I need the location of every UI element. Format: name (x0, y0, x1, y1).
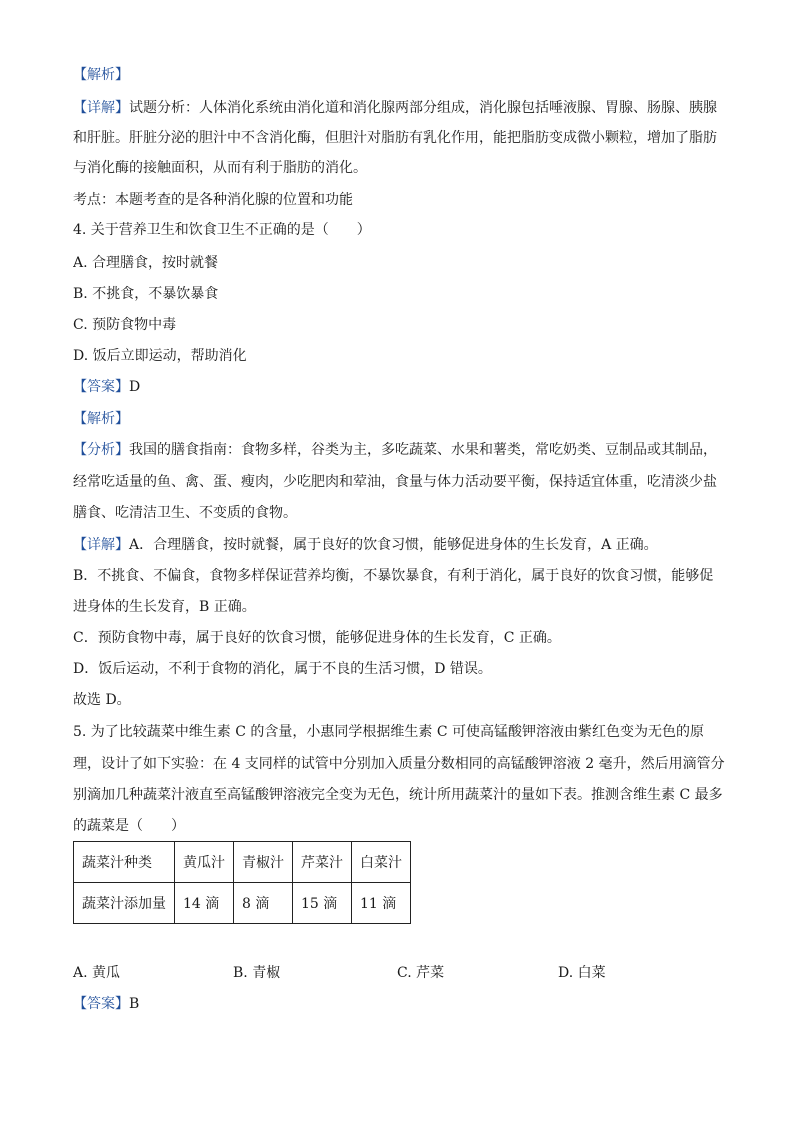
table-row (74, 883, 411, 924)
analysis-text-line: 膳食、吃清洁卫生、不变质的食物。 (73, 505, 297, 521)
table-cell: 黄瓜汁 (175, 842, 234, 883)
detail-text-line: 与消化酶的接触面积，从而有利于脂肪的消化。 (73, 160, 367, 176)
kaodian-text: 考点：本题考查的是各种消化腺的位置和功能 (73, 192, 353, 208)
analysis-paragraph (73, 440, 733, 460)
table-cell: 8 滴 (234, 883, 293, 924)
question-4-option-a: A. 合理膳食，按时就餐 (73, 255, 219, 271)
question-4-option-c: C. 预防食物中毒 (73, 317, 177, 333)
detail-label: 【详解】 (73, 100, 129, 116)
detail-text-line: D．饭后运动，不利于食物的消化，属于不良的生活习惯，D 错误。 (73, 661, 492, 677)
detail-text: A．合理膳食，按时就餐，属于良好的饮食习惯，能够促进身体的生长发育，A 正确。 (129, 537, 658, 553)
question-4-option-d: D. 饭后立即运动，帮助消化 (73, 348, 247, 364)
answer-line (73, 377, 733, 397)
detail-text-line: 进身体的生长发育，B 正确。 (73, 599, 256, 615)
analysis-label: 【分析】 (73, 442, 129, 458)
question-5-stem-line: 的蔬菜是（ ） (73, 818, 185, 834)
analysis-text-line: 经常吃适量的鱼、禽、蛋、瘦肉，少吃肥肉和荤油，食量与体力活动要平衡，保持适宜体重，吃清淡少盐 (73, 474, 717, 490)
detail-label: 【详解】 (73, 537, 129, 553)
table-cell: 芹菜汁 (293, 842, 352, 883)
table-cell: 蔬菜汁添加量 (74, 883, 175, 924)
table-cell: 蔬菜汁种类 (74, 842, 175, 883)
table-header-row (74, 842, 411, 883)
answer-line (73, 994, 733, 1014)
question-4-option-b: B. 不挑食，不暴饮暴食 (73, 286, 219, 302)
question-5-option-c: C. 芹菜 (397, 965, 445, 981)
table-cell: 11 滴 (352, 883, 411, 924)
jiexi-label: 【解析】 (73, 411, 129, 427)
question-4-stem: 4. 关于营养卫生和饮食卫生不正确的是（ ） (73, 222, 371, 238)
conclusion-text: 故选 D。 (73, 692, 131, 708)
detail-text: 试题分析：人体消化系统由消化道和消化腺两部分组成，消化腺包括唾液腺、胃腺、肠腺、胰腺 (129, 100, 717, 116)
answer-value: B (129, 996, 140, 1012)
detail-text-line: C．预防食物中毒，属于良好的饮食习惯，能够促进身体的生长发育，C 正确。 (73, 630, 561, 646)
question-5-stem-line: 理，设计了如下实验：在 4 支同样的试管中分别加入质量分数相同的高锰酸钾溶液 2 毫升，然后用滴管分 (73, 756, 725, 772)
answer-label: 【答案】 (73, 379, 129, 395)
question-5-stem: 5. 为了比较蔬菜中维生素 C 的含量，小惠同学根据维生素 C 可使高锰酸钾溶液由紫红色变为无色的原 (73, 724, 705, 740)
question-5-option-d: D. 白菜 (558, 965, 606, 981)
analysis-text: 我国的膳食指南：食物多样，谷类为主，多吃蔬菜、水果和薯类，常吃奶类、豆制品或其制品， (129, 442, 717, 458)
question-5-option-b: B. 青椒 (233, 965, 281, 981)
detail-text-line: B．不挑食、不偏食，食物多样保证营养均衡，不暴饮暴食，有利于消化，属于良好的饮食习惯，能够促 (73, 568, 714, 584)
detail-text-line: 和肝脏。肝脏分泌的胆汁中不含消化酶，但胆汁对脂肪有乳化作用，能把脂肪变成微小颗粒，增加了脂肪 (73, 130, 717, 146)
jiexi-label: 【解析】 (73, 67, 129, 83)
table-cell: 白菜汁 (352, 842, 411, 883)
table-cell: 青椒汁 (234, 842, 293, 883)
question-5-option-a: A. 黄瓜 (73, 965, 121, 981)
answer-label: 【答案】 (73, 996, 129, 1012)
vegetable-juice-table (73, 841, 411, 924)
answer-value: D (129, 379, 141, 395)
detail-paragraph (73, 98, 733, 118)
table-cell: 14 滴 (175, 883, 234, 924)
table-cell: 15 滴 (293, 883, 352, 924)
question-5-stem-line: 别滴加几种蔬菜汁液直至高锰酸钾溶液完全变为无色，统计所用蔬菜汁的量如下表。推测含维生素 C 最多 (73, 787, 723, 803)
detail-paragraph (73, 535, 733, 555)
